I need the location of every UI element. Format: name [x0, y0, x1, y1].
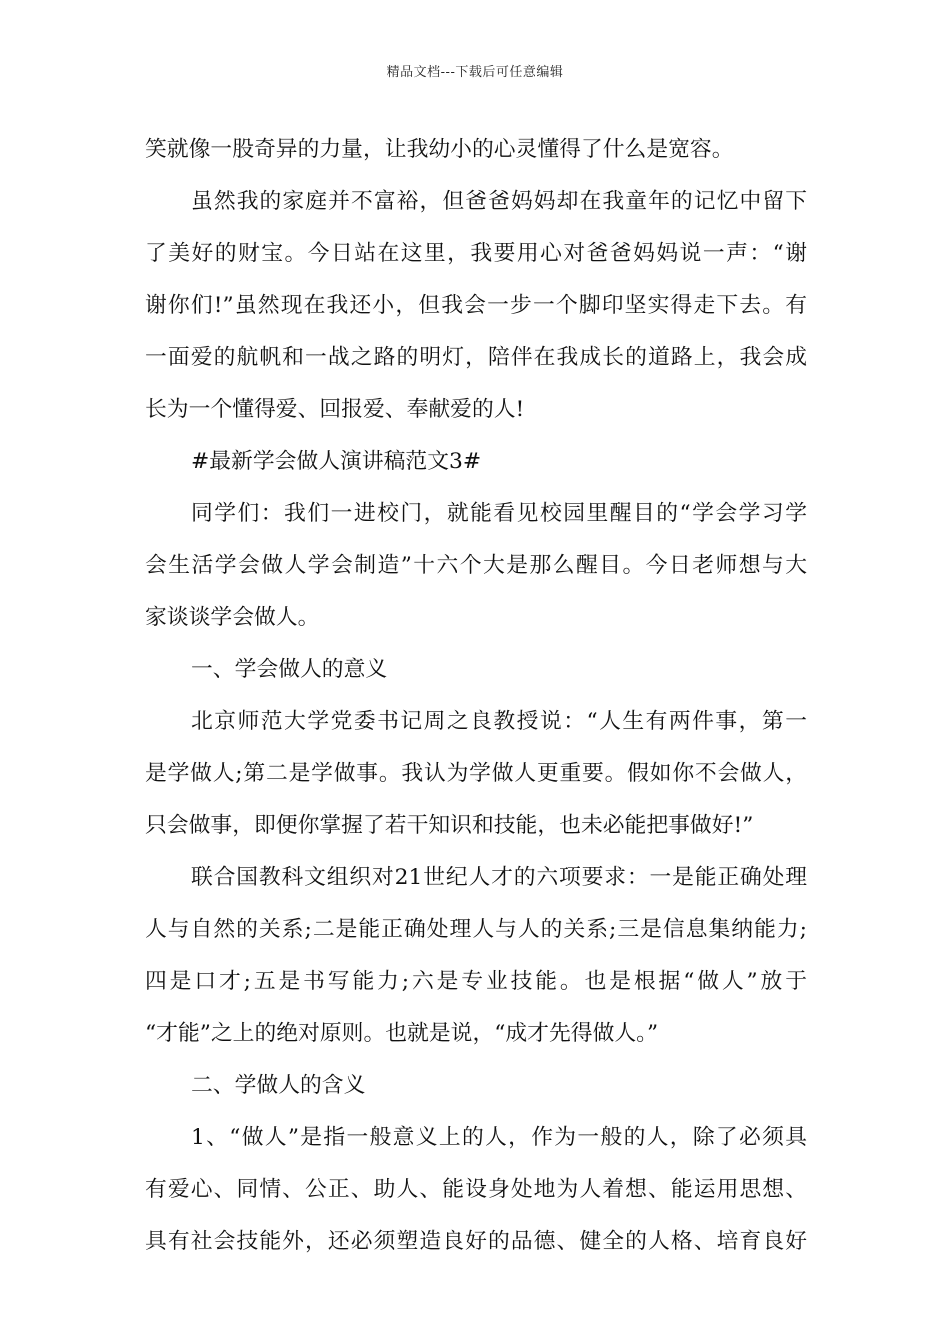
document-body	[145, 124, 807, 1268]
text-line: 家谈谈学会做人。	[145, 605, 320, 630]
text-line: 一面爱的航帆和一战之路的明灯，陪伴在我成长的道路上，我会成	[145, 345, 807, 370]
subsection-heading: 一、学会做人的意义	[191, 657, 388, 682]
paragraph-first-line: 北京师范大学党委书记周之良教授说：“人生有两件事，第一	[191, 709, 807, 734]
text-line: 具有社会技能外，还必须塑造良好的品德、健全的人格、培育良好	[145, 1229, 807, 1254]
text-line: 有爱心、同情、公正、助人、能设身处地为人着想、能运用思想、	[145, 1177, 807, 1202]
text-line: 会生活学会做人学会制造”十六个大是那么醒目。今日老师想与大	[145, 553, 807, 578]
page-header: 精品文档---下载后可任意编辑	[386, 65, 564, 80]
paragraph-first-line: 虽然我的家庭并不富裕，但爸爸妈妈却在我童年的记忆中留下	[191, 189, 807, 214]
paragraph-first-line: 同学们：我们一进校门，就能看见校园里醒目的“学会学习学	[191, 501, 807, 526]
paragraph-first-line: 联合国教科文组织对21世纪人才的六项要求：一是能正确处理	[191, 865, 807, 890]
text-line: 是学做人;第二是学做事。我认为学做人更重要。假如你不会做人，	[145, 761, 807, 786]
text-line: 只会做事，即便你掌握了若干知识和技能，也未必能把事做好!”	[145, 813, 754, 838]
text-line: 长为一个懂得爱、回报爱、奉献爱的人!	[145, 397, 525, 422]
subsection-heading: 二、学做人的含义	[191, 1073, 366, 1098]
text-line: 笑就像一股奇异的力量，让我幼小的心灵懂得了什么是宽容。	[145, 137, 734, 162]
section-heading: #最新学会做人演讲稿范文3#	[191, 449, 482, 474]
text-line: 谢你们!”虽然现在我还小，但我会一步一个脚印坚实得走下去。有	[145, 293, 807, 318]
text-line: 了美好的财宝。今日站在这里，我要用心对爸爸妈妈说一声：“谢	[145, 241, 807, 266]
text-line: “才能”之上的绝对原则。也就是说，“成才先得做人。”	[145, 1021, 659, 1046]
text-line: 人与自然的关系;二是能正确处理人与人的关系;三是信息集纳能力;	[145, 917, 807, 942]
paragraph-first-line: 1、“做人”是指一般意义上的人，作为一般的人，除了必须具	[191, 1125, 807, 1150]
text-line: 四是口才;五是书写能力;六是专业技能。也是根据“做人”放于	[145, 969, 807, 994]
